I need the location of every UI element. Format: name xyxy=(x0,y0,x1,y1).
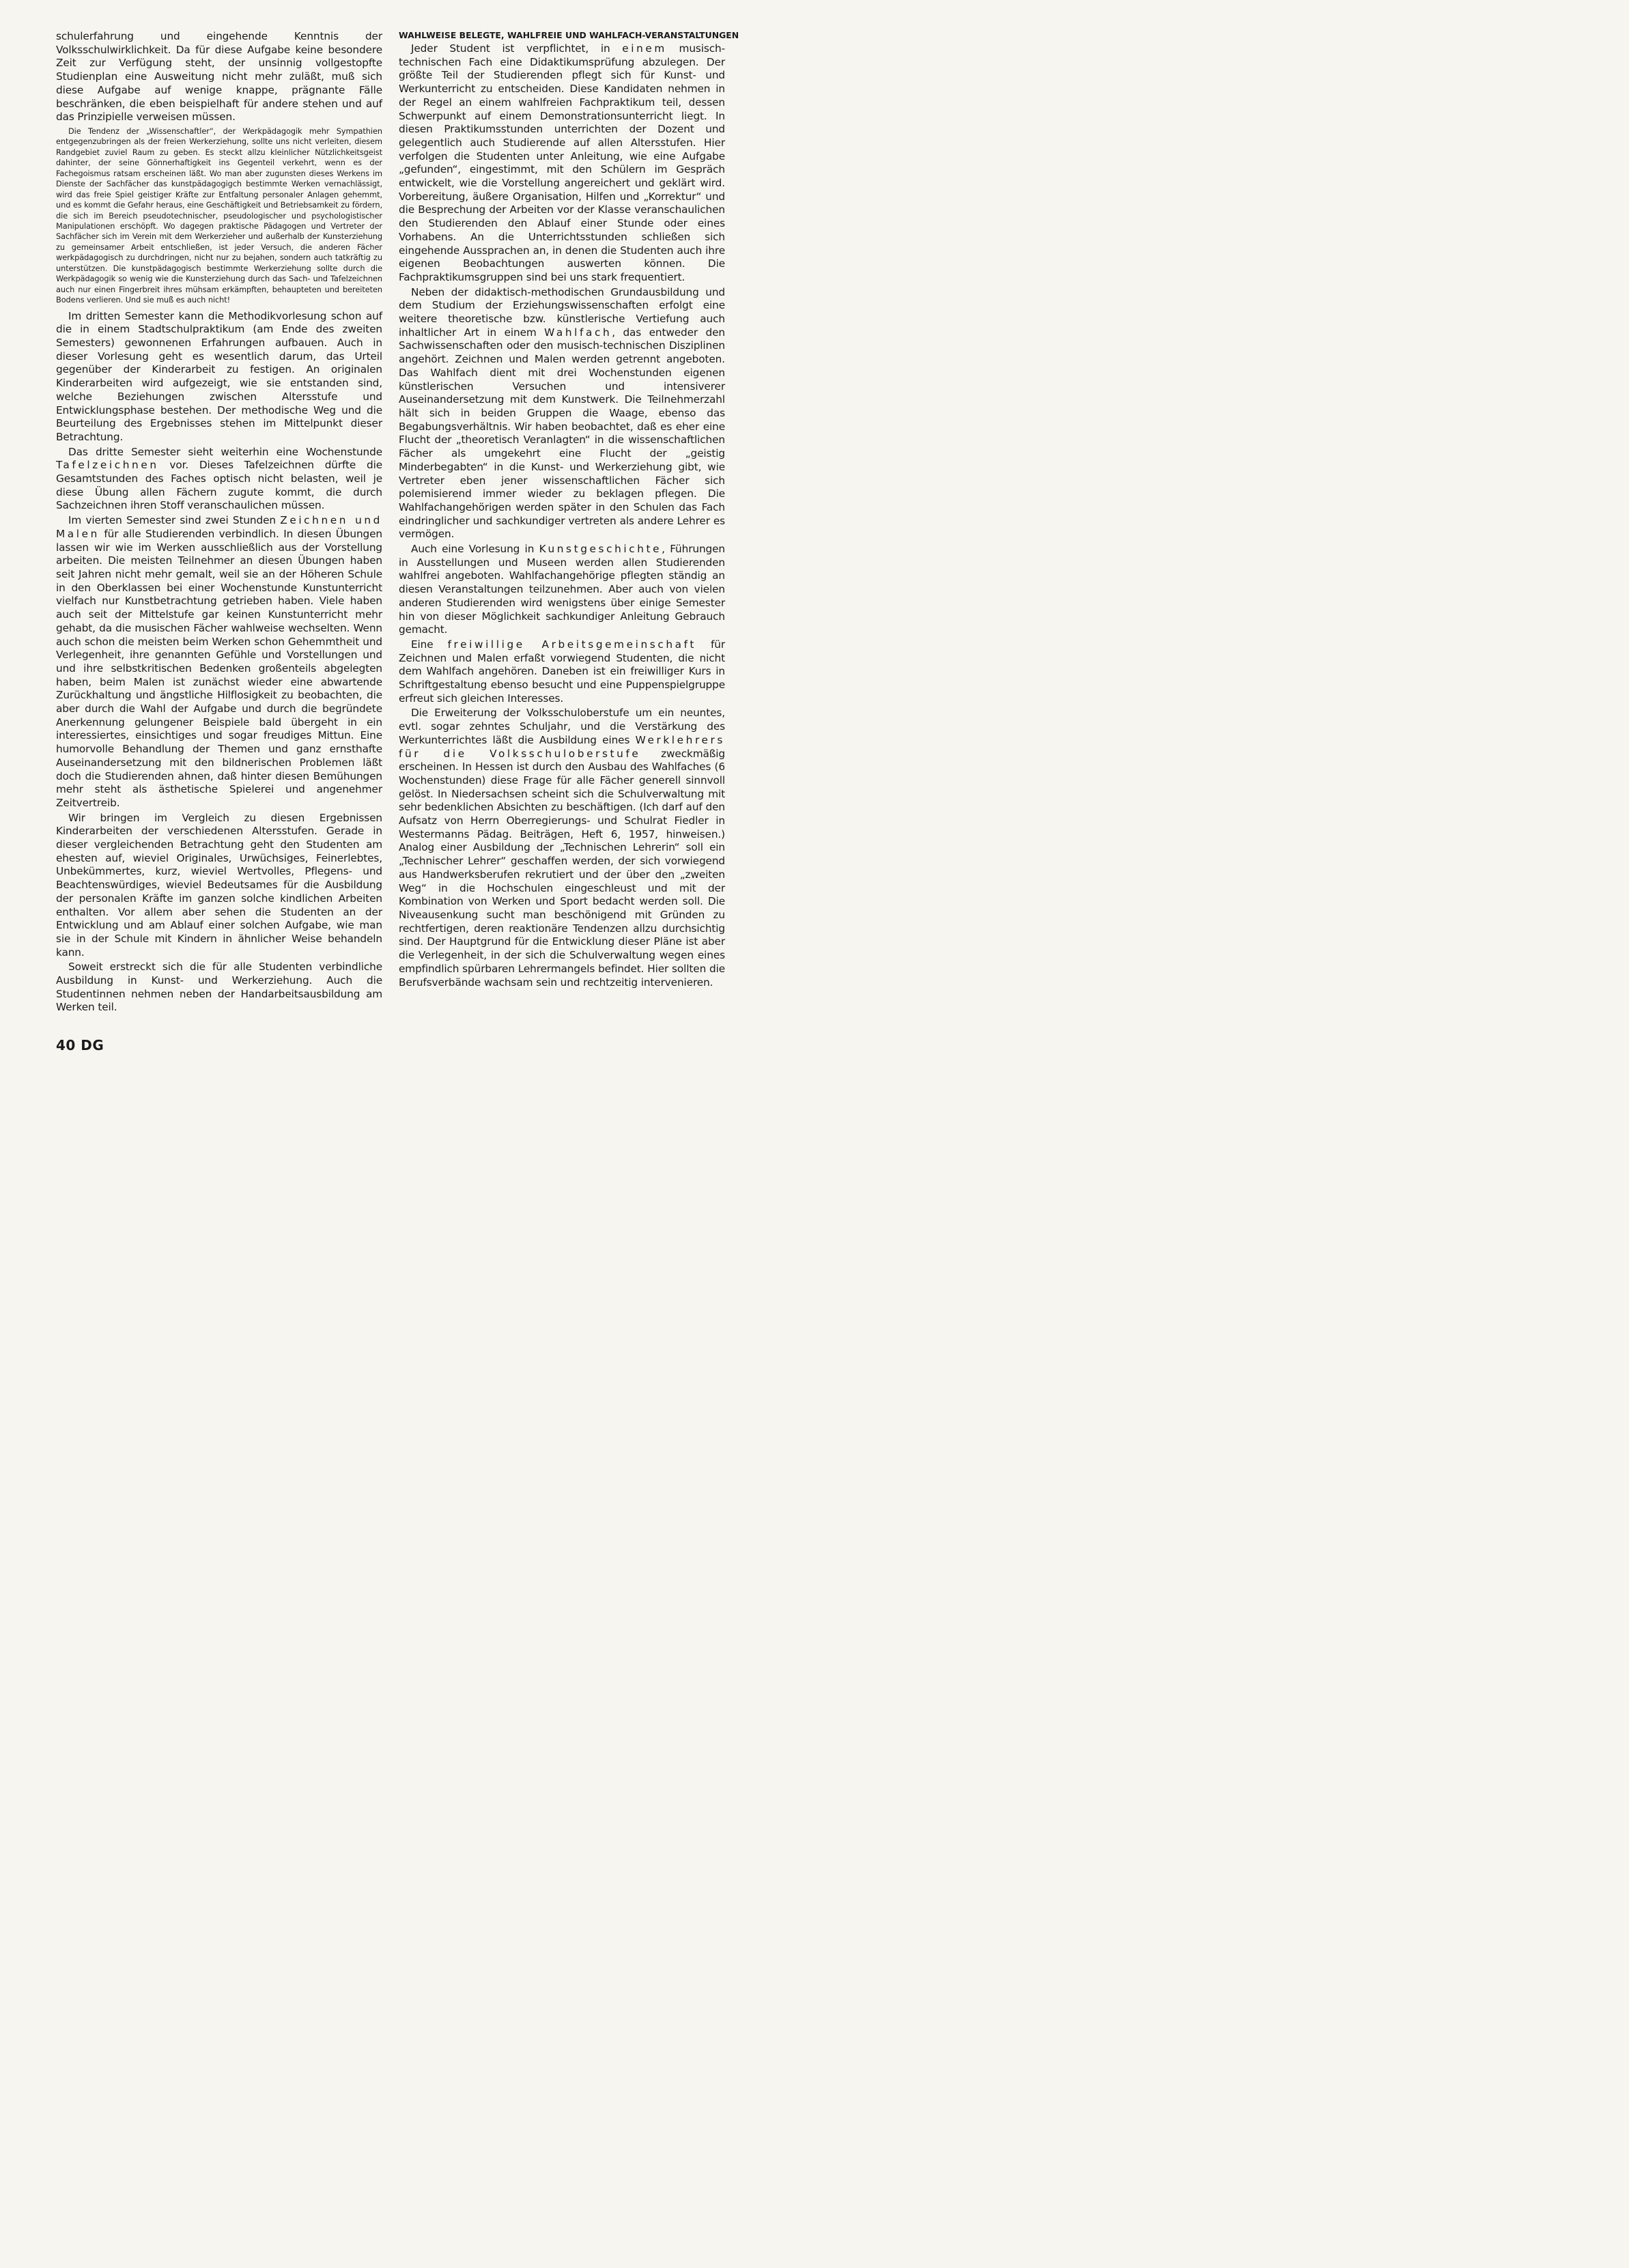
paragraph-didaktikum: Jeder Student ist verpflichtet, in einem musisch-technischen Fach eine Didaktikumsprüfung abzulegen. Der größte Teil der Studierenden pflegt sich für Kunst- und Werkunterricht zu entscheiden. Diese Kandidaten nehmen in der Regel an einem wahlfreien Fachpraktikum teil, dessen Schwerpunkt auf einem Demonstrationsunterricht liegt. In diesen Praktikumsstunden unterrichten der Dozent und gelegentlich auch Studierende auf allen Altersstufen. Hier verfolgen die Studenten unter Anleitung, wie eine Aufgabe „gefunden“, eingestimmt, mit den Schülern im Gespräch entwickelt, wie die Vorstellung angereichert und geklärt wird. Vorbereitung, äußere Organisation, Hilfen und „Korrektur“ und die Besprechung der Arbeiten vor der Klasse veranschaulichen den Studierenden den Ablauf einer Stunde oder eines Vorhabens. An die Unterrichtsstunden schließen sich eingehende Aussprachen an, in denen die Studenten auch ihre eigenen Beobachtungen auswerten können. Die Fachpraktikumsgruppen sind bei uns stark frequentiert. xyxy=(399,42,725,283)
left-column xyxy=(56,30,382,1015)
paragraph-wahlfach: Neben der didaktisch-methodischen Grundausbildung und dem Studium der Erziehungswissenschaften erfolgt eine weitere theoretische bzw. künstlerische Vertiefung auch inhaltlicher Art in einem Wahlfach, das entweder den Sachwissenschaften oder den musisch-technischen Disziplinen angehört. Zeichnen und Malen werden getrennt angeboten. Das Wahlfach dient mit drei Wochenstunden eigenen künstlerischen Versuchen und intensiverer Auseinandersetzung mit dem Kunstwerk. Die Teilnehmerzahl hält sich in beiden Gruppen die Waage, ebenso das Begabungsverhältnis. Wir haben beobachtet, daß es eher eine Flucht der „theoretisch Veranlagten“ in die wissenschaftlichen Fächer als umgekehrt eine Flucht der „geistig Minderbegabten“ in die Kunst- und Werkerziehung gibt, wie Vertreter eben jener wissenschaftlichen Fächer sich polemisierend immer wieder zu beklagen pflegen. Die Wahlfachangehörigen werden später in den Schulen das Fach eindringlicher und sachkundiger vertreten als andere Lehrer es vermögen. xyxy=(399,285,725,541)
paragraph-summary: Soweit erstreckt sich die für alle Studenten verbindliche Ausbildung in Kunst- und Werkerziehung. Auch die Studentinnen nehmen neben der Handarbeitsausbildung am Werken teil. xyxy=(56,961,382,1014)
paragraph-tafelzeichnen: Das dritte Semester sieht weiterhin eine Wochenstunde Tafelzeichnen vor. Dieses Tafelzeichnen dürfte die Gesamtstunden des Faches optisch nicht belasten, weil je diese Übung allen Fächern zugute kommt, die durch Sachzeichnen ihren Stoff veranschaulichen müssen. xyxy=(56,445,382,512)
paragraph-werklehrer: Die Erweiterung der Volksschuloberstufe um ein neuntes, evtl. sogar zehntes Schuljahr, und die Verstärkung des Werkunterrichtes läßt die Ausbildung eines Werklehrers für die Volksschuloberstufe zweckmäßig erscheinen. In Hessen ist durch den Ausbau des Wahlfaches (6 Wochenstunden) diese Frage für alle Fächer generell sinnvoll gelöst. In Niedersachsen scheint sich die Schulverwaltung mit sehr bedenklichen Absichten zu beschäftigen. (Ich darf auf den Aufsatz von Herrn Oberregierungs- und Schulrat Fiedler in Westermanns Pädag. Beiträgen, Heft 6, 1957, hinweisen.) Analog einer Ausbildung der „Technischen Lehrerin“ soll ein „Technischer Lehrer“ geschaffen werden, der sich vorwiegend aus Handwerksberufen rekrutiert und der über den „zweiten Weg“ in die Hochschulen eingeschleust und mit der Kombination von Werken und Sport bedacht werden soll. Die Niveausenkung sucht man beschönigend mit Gründen zu rechtfertigen, deren reaktionäre Tendenzen allzu durchsichtig sind. Der Hauptgrund für die Entwicklung dieser Pläne ist aber die Verlegenheit, in der sich die Schulverwaltung wegen eines empfindlich spürbaren Lehrermangels befindet. Hier sollten die Berufsverbände wachsam sein und rechtzeitig intervenieren. xyxy=(399,707,725,989)
paragraph-note: Die Tendenz der „Wissenschaftler“, der Werkpädagogik mehr Sympathien entgegenzubringen als der freien Werkerziehung, sollte uns nicht verleiten, diesem Randgebiet zuviel Raum zu geben. Es steckt allzu kleinlicher Nützlichkeitsgeist dahinter, der seine Gönnerhaftigkeit ins Gegenteil verkehrt, wenn es der Fachegoismus ratsam erscheinen läßt. Wo man aber zugunsten dieses Werkens im Dienste der Sachfächer das kunstpädagogigch bestimmte Werken vernachlässigt, wird das freie Spiel geistiger Kräfte zur Entfaltung personaler Anlagen gehemmt, und es kommt die Gefahr heraus, eine Geschäftigkeit und Betriebsamkeit zu fördern, die sich im Bereich pseudotechnischer, pseudologischer und psychologistischer Manipulationen erschöpft. Wo dagegen praktische Pädagogen und Vertreter der Sachfächer sich im Verein mit dem Werkerzieher und außerhalb der Kunsterziehung zu gemeinsamer Arbeit entschließen, ist jeder Versuch, die anderen Fächer werkpädagogisch zu durchdringen, nicht nur zu bejahen, sondern auch tatkräftig zu unterstützen. Die kunstpädagogisch bestimmte Werkerziehung sollte durch die Werkpädagogik so wenig wie die Kunsterziehung durch das Sach- und Tafelzeichnen auch nur einen Fingerbreit ihres mühsam erkämpften, behaupteten und bereiteten Bodens verlieren. Und sie muß es auch nicht! xyxy=(56,126,382,305)
paragraph-comparison: Wir bringen im Vergleich zu diesen Ergebnissen Kinderarbeiten der verschiedenen Altersstufen. Gerade in dieser vergleichenden Betrachtung geht den Studenten am ehesten auf, wieviel Originales, Urwüchsiges, Feinerlebtes, Unbekümmertes, kurz, wieviel Wertvolles, Pflegens- und Beachtenswürdiges, wieviel Bedeutsames für die Ausbildung der personalen Kräfte im ganzen solche kindlichen Arbeiten enthalten. Vor allem aber sehen die Studenten an der Entwicklung und am Ablauf einer solchen Aufgabe, wie man sie in der Schule mit Kindern in ähnlicher Weise behandeln kann. xyxy=(56,811,382,959)
section-heading: WAHLWEISE BELEGTE, WAHLFREIE UND WAHLFACH-VERANSTALTUNGEN xyxy=(399,30,739,40)
paragraph-third-semester: Im dritten Semester kann die Methodikvorlesung schon auf die in einem Stadtschulpraktikum (am Ende des zweiten Semesters) gewonnenen Erfahrungen aufbauen. Auch in dieser Vorlesung geht es wesentlich darum, das Urteil gegenüber der Kinderarbeit zu festigen. An originalen Kinderarbeiten wird aufgezeigt, wie sie entstanden sind, welche Beziehungen zwischen Altersstufe und Entwicklungsphase bestehen. Der methodische Weg und die Beurteilung des Ergebnisses stehen im Mittelpunkt dieser Betrachtung. xyxy=(56,309,382,443)
paragraph-kunstgeschichte: Auch eine Vorlesung in Kunstgeschichte, Führungen in Ausstellungen und Museen werden allen Studierenden wahlfrei angeboten. Wahlfachangehörige pflegten ständig an diesen Veranstaltungen teilzunehmen. Aber auch von vielen anderen Studierenden wird wenigstens über einige Semester hin von dieser Möglichkeit sachkundiger Anleitung Gebrauch gemacht. xyxy=(399,543,725,636)
right-column xyxy=(399,30,739,989)
paragraph-fourth-semester: Im vierten Semester sind zwei Stunden Zeichnen und Malen für alle Studierenden verbindlich. In diesen Übungen lassen wir wie im Werken ausschließlich aus der Vorstellung arbeiten. Die meisten Teilnehmer an diesen Übungen haben seit Jahren nicht mehr gemalt, weil sie an der Höheren Schule in den Oberklassen bei einer Wochenstunde Kunstunterricht vielfach nur Kunstbetrachtung getrieben haben. Viele haben auch seit der Mittelstufe gar keinen Kunstunterricht mehr gehabt, da die musischen Fächer wahlweise wechselten. Wenn auch schon die meisten beim Werken schon Gehemmtheit und Verlegenheit, ihre genannten Gefühle und Vorstellungen und und ihre selbstkritischen Bedenken großenteils abgelegten haben, beim Malen ist zunächst wieder eine abwartende Zurückhaltung und ängstliche Hilflosigkeit zu beobachten, die aber durch die Wahl der Aufgabe und durch die begründete Anerkennung gelungener Beispiele bald übergeht in ein interessiertes, einsichtiges und sogar freudiges Mittun. Eine humorvolle Behandlung der Themen und ganz ernsthafte Auseinandersetzung mit den bildnerischen Problemen läßt doch die Studierenden ahnen, daß hinter diesen Bemühungen mehr steht als ästhetische Spielerei und angenehmer Zeitvertreib. xyxy=(56,514,382,809)
paragraph-intro: schulerfahrung und eingehende Kenntnis der Volksschulwirklichkeit. Da für diese Aufgabe keine besondere Zeit zur Verfügung steht, der unsinnig vollgestopfte Studienplan eine Ausweitung nicht mehr zuläßt, muß sich diese Aufgabe auf wenige knappe, prägnante Fälle beschränken, die eben beispielhaft für andere stehen und auf das Prinzipielle verweisen müssen. xyxy=(56,30,382,124)
paragraph-arbeitsgemeinschaft: Eine freiwillige Arbeitsgemeinschaft für Zeichnen und Malen erfaßt vorwiegend Studenten, die nicht dem Wahlfach angehören. Daneben ist ein freiwilliger Kurs in Schriftgestaltung ebenso besucht und eine Puppenspielgruppe erfreut sich gleichen Interesses. xyxy=(399,638,725,705)
page-footer: 40 DG xyxy=(56,1037,104,1053)
